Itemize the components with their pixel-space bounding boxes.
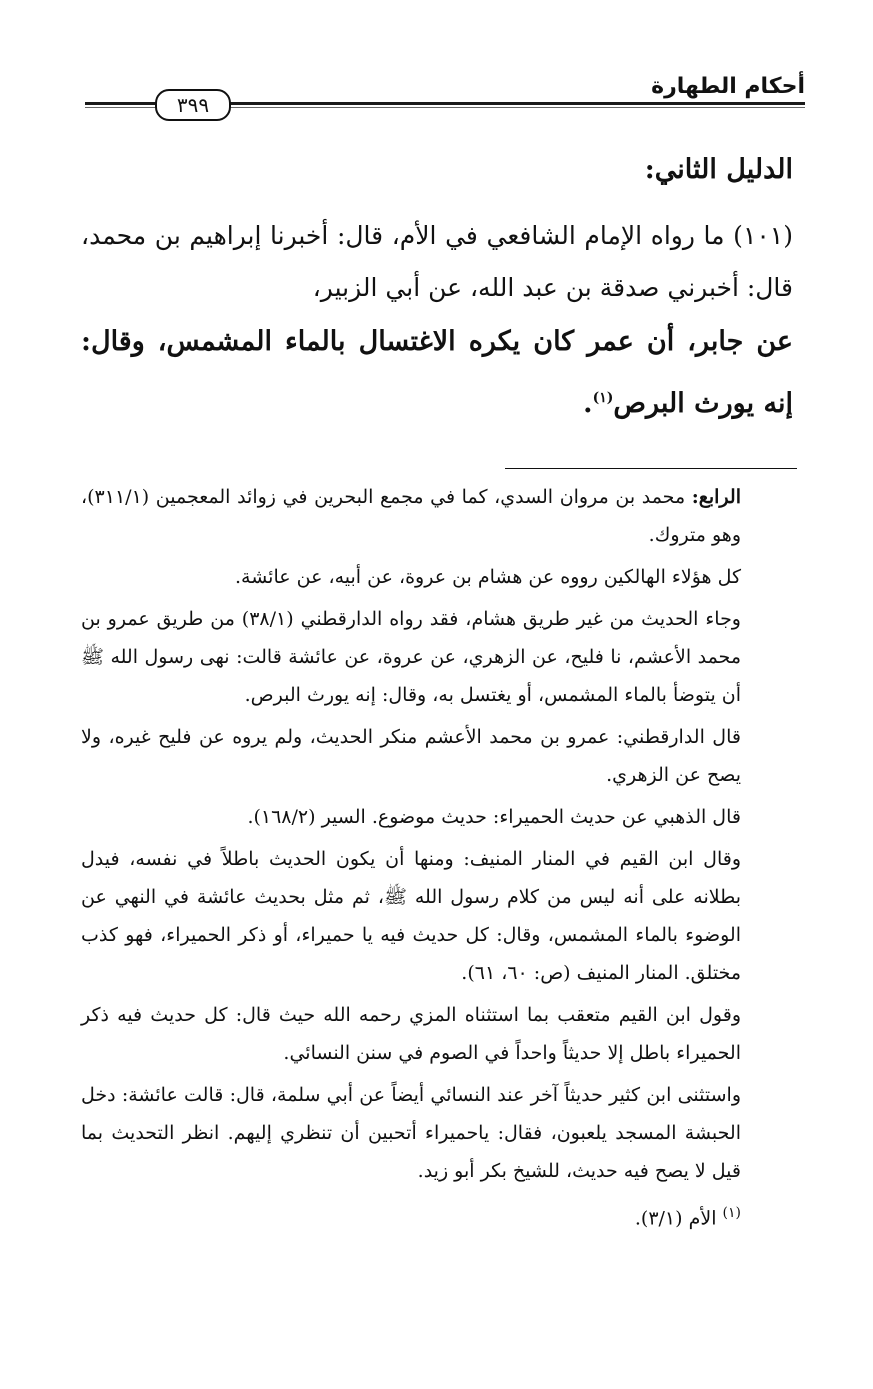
hadith-chain: (١٠١) ما رواه الإمام الشافعي في الأم، قال: أخبرنا إبراهيم بن محمد، قال: أخبرني صدقة بن عبد الله، عن أبي الزبير،: [81, 221, 793, 302]
footnote-para: واستثنى ابن كثير حديثاً آخر عند النسائي أيضاً عن أبي سلمة، قال: قالت عائشة: دخل الحبشة المسجد يلعبون، فقال: ياحميراء أتحبين أن تنظري إليهم. انظر التحديث بما قيل لا يصح فيه حديث، للشيخ بكر أبو زيد.: [81, 1084, 741, 1182]
main-text: [81, 150, 793, 432]
book-title: أحكام الطهارة: [651, 74, 805, 99]
footnote-para: وقول ابن القيم متعقب بما استثناه المزي رحمه الله حيث قال: كل حديث فيه ذكر الحميراء باطل إلا حديثاً واحداً في الصوم في سنن النسائي.: [81, 1004, 741, 1064]
footnote-divider: [505, 468, 797, 469]
narration-text: عن جابر، أن عمر كان يكره الاغتسال بالماء المشمس، وقال: إنه يورث البرص: [81, 326, 793, 419]
page-header: [85, 62, 805, 122]
narration-end: .: [583, 388, 593, 419]
footnote-1-marker: (١): [722, 1205, 741, 1221]
footnote-para: قال الذهبي عن حديث الحميراء: حديث موضوع. السير (١٦٨/٢).: [247, 806, 741, 828]
section-heading: الدليل الثاني:: [644, 154, 793, 185]
footnote-para: وقال ابن القيم في المنار المنيف: ومنها أن يكون الحديث باطلاً في نفسه، فيدل بطلانه على أنه ليس من كلام رسول الله ﷺ، ثم مثل بحديث عائشة في النهي عن الوضوء بالماء المشمس، وقال: كل حديث فيه يا حميراء، أو ذكر الحميراء، فهو كذب مختلق. المنار المنيف (ص: ٦٠، ٦١).: [81, 848, 741, 984]
footnote-1: [81, 1194, 793, 1237]
footnotes: [81, 478, 793, 1241]
footnote-label: الرابع:: [691, 486, 741, 508]
page-number: ٣٩٩: [155, 89, 231, 121]
footnote-para: [81, 478, 793, 554]
footnote-para: وجاء الحديث من غير طريق هشام، فقد رواه الدارقطني (٣٨/١) من طريق عمرو بن محمد الأعشم، نا فليح، عن الزهري، عن عروة، عن عائشة قالت: نهى رسول الله ﷺ أن يتوضأ بالماء المشمس، أو يغتسل به، وقال: إنه يورث البرص.: [81, 608, 741, 706]
footnote-1-text: الأم (٣/١).: [634, 1207, 717, 1230]
footnote-ref: (١): [592, 390, 614, 406]
footnote-para: كل هؤلاء الهالكين رووه عن هشام بن عروة، عن أبيه، عن عائشة.: [234, 566, 741, 588]
footnote-text: محمد بن مروان السدي، كما في مجمع البحرين في زوائد المعجمين (٣١١/١)، وهو متروك.: [81, 486, 741, 546]
footnote-para: قال الدارقطني: عمرو بن محمد الأعشم منكر الحديث، ولم يروه عن فليح غيره، ولا يصح عن الزهري.: [81, 726, 741, 786]
hadith-narration: [81, 314, 793, 432]
